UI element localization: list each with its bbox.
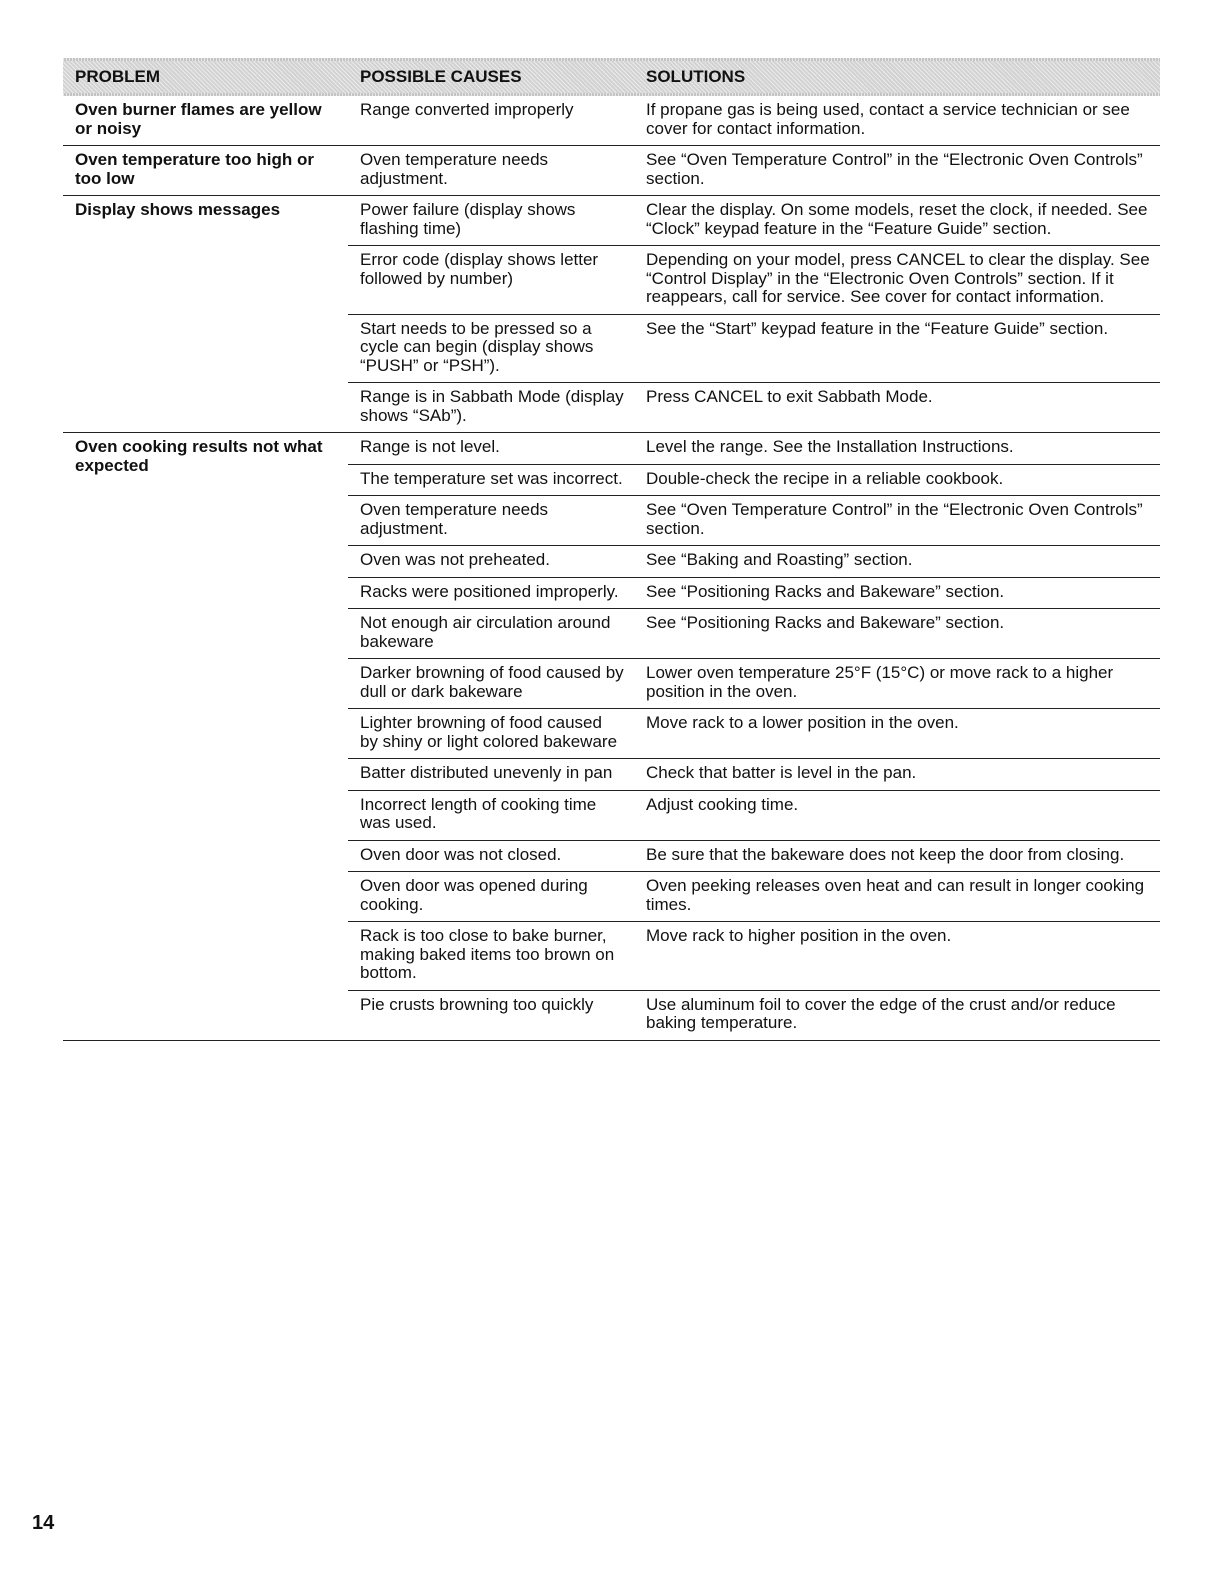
table-row (348, 383, 1160, 432)
table-row (348, 709, 1160, 759)
cause-cell: Start needs to be pressed so a cycle can begin (display shows “PUSH” or “PSH”). (360, 318, 594, 375)
cause-cell: The temperature set was incorrect. (360, 468, 623, 488)
table-row (348, 759, 1160, 791)
table-row (348, 96, 1160, 145)
cause-cell: Range is in Sabbath Mode (display shows “SAb”). (360, 387, 624, 425)
solution-cell: See “Baking and Roasting” section. (646, 550, 913, 569)
solution-cell: Clear the display. On some models, reset the clock, if needed. See “Clock” keypad feature in the “Feature Guide” section. (646, 200, 1148, 238)
cause-cell: Oven was not preheated. (360, 550, 550, 569)
solution-cell: Level the range. See the Installation Instructions. (646, 437, 1014, 456)
cause-cell: Racks were positioned improperly. (360, 581, 619, 601)
cause-solution-rows (348, 96, 1160, 145)
solution-cell: See “Positioning Racks and Bakeware” section. (646, 581, 1005, 601)
table-row (348, 196, 1160, 246)
table-row (348, 841, 1160, 873)
problem-group (63, 433, 1160, 1041)
header-solutions: SOLUTIONS (646, 67, 746, 86)
problem-cell: Oven burner flames are yellow or noisy (75, 100, 322, 138)
solution-cell: See “Oven Temperature Control” in the “Electronic Oven Controls” section. (646, 500, 1143, 538)
header-possible-causes: POSSIBLE CAUSES (360, 67, 522, 86)
cause-solution-rows (348, 433, 1160, 1040)
header-problem: PROBLEM (75, 67, 160, 86)
table-row (348, 246, 1160, 315)
cause-solution-rows (348, 196, 1160, 432)
solution-cell: See the “Start” keypad feature in the “Feature Guide” section. (646, 318, 1109, 338)
problem-cell: Oven temperature too high or too low (75, 150, 314, 188)
solution-cell: See “Positioning Racks and Bakeware” section. (646, 613, 1005, 632)
problem-group (63, 96, 1160, 146)
cause-cell: Pie crusts browning too quickly (360, 994, 594, 1014)
solution-cell: Use aluminum foil to cover the edge of the crust and/or reduce baking temperature. (646, 994, 1116, 1032)
solution-cell: Be sure that the bakeware does not keep the door from closing. (646, 844, 1125, 864)
cause-cell: Oven temperature needs adjustment. (360, 150, 549, 188)
table-row (348, 791, 1160, 841)
problem-group (63, 196, 1160, 433)
solution-cell: If propane gas is being used, contact a service technician or see cover for contact information. (646, 100, 1130, 138)
table-row (348, 546, 1160, 578)
cause-cell: Error code (display shows letter followed by number) (360, 250, 599, 288)
cause-cell: Lighter browning of food caused by shiny or light colored bakeware (360, 713, 618, 751)
table-row (348, 659, 1160, 709)
cause-cell: Range converted improperly (360, 100, 574, 119)
table-row (348, 872, 1160, 922)
cause-cell: Darker browning of food caused by dull or dark bakeware (360, 663, 624, 701)
table-header (63, 58, 1160, 96)
troubleshooting-table (63, 58, 1160, 1041)
solution-cell: Check that batter is level in the pan. (646, 763, 917, 782)
cause-cell: Incorrect length of cooking time was used. (360, 794, 597, 832)
solution-cell: See “Oven Temperature Control” in the “Electronic Oven Controls” section. (646, 150, 1143, 188)
solution-cell: Press CANCEL to exit Sabbath Mode. (646, 387, 933, 406)
page-number: 14 (32, 1512, 55, 1534)
table-row (348, 496, 1160, 546)
cause-cell: Power failure (display shows flashing time) (360, 200, 576, 238)
cause-cell: Oven door was not closed. (360, 844, 562, 864)
cause-cell: Range is not level. (360, 437, 500, 456)
solution-cell: Lower oven temperature 25°F (15°C) or move rack to a higher position in the oven. (646, 663, 1114, 701)
cause-solution-rows (348, 146, 1160, 195)
cause-cell: Batter distributed unevenly in pan (360, 763, 613, 782)
problem-cell: Display shows messages (75, 200, 281, 219)
table-body (63, 96, 1160, 1041)
table-row (348, 465, 1160, 497)
table-row (348, 991, 1160, 1040)
table-row (348, 146, 1160, 195)
table-row (348, 922, 1160, 991)
solution-cell: Move rack to a lower position in the oven. (646, 713, 959, 732)
cause-cell: Oven door was opened during cooking. (360, 876, 588, 914)
table-row (348, 609, 1160, 659)
table-row (348, 433, 1160, 465)
cause-cell: Oven temperature needs adjustment. (360, 500, 549, 538)
problem-cell: Oven cooking results not what expected (75, 437, 323, 475)
cause-cell: Rack is too close to bake burner, making baked items too brown on bottom. (360, 926, 615, 982)
problem-group (63, 146, 1160, 196)
solution-cell: Double-check the recipe in a reliable cookbook. (646, 468, 1004, 488)
solution-cell: Oven peeking releases oven heat and can result in longer cooking times. (646, 876, 1145, 914)
solution-cell: Depending on your model, press CANCEL to clear the display. See “Control Display” in the “Electronic Oven Controls” section. If it reappears, call for service. See cover for contact information. (646, 250, 1150, 306)
table-row (348, 578, 1160, 610)
cause-cell: Not enough air circulation around bakeware (360, 613, 611, 651)
table-row (348, 315, 1160, 384)
solution-cell: Move rack to higher position in the oven. (646, 926, 952, 945)
solution-cell: Adjust cooking time. (646, 794, 799, 814)
